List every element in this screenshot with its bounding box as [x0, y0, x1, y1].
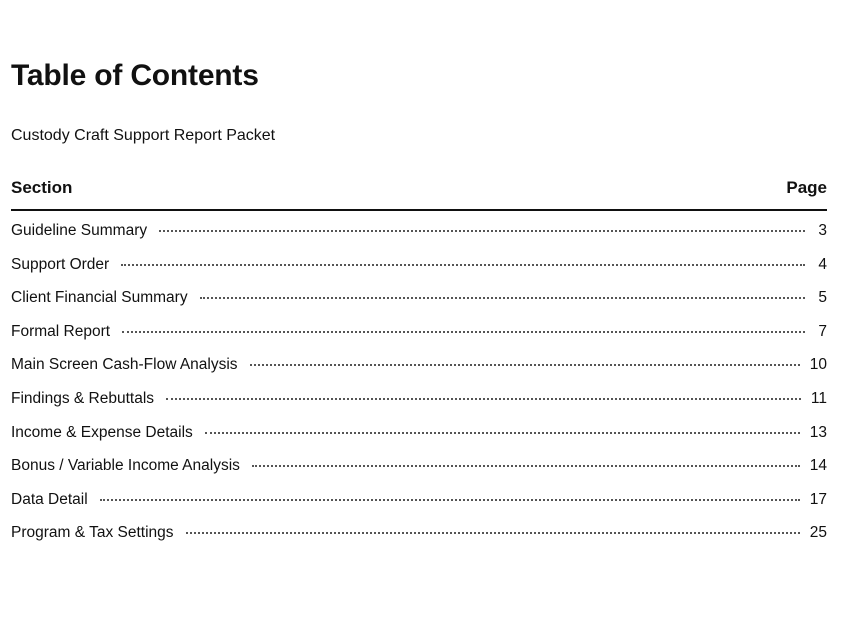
dot-leader	[159, 230, 805, 232]
toc-entry-label: Income & Expense Details	[11, 423, 193, 441]
toc-entry-label: Data Detail	[11, 490, 88, 508]
toc-entry-label: Program & Tax Settings	[11, 524, 174, 542]
toc-entry-page: 11	[810, 389, 827, 407]
toc-list	[11, 222, 827, 558]
dot-leader	[252, 465, 800, 467]
dot-leader	[166, 398, 801, 400]
dot-leader	[186, 532, 800, 534]
page-column-header: Page	[786, 178, 827, 197]
toc-entry-label: Main Screen Cash-Flow Analysis	[11, 356, 238, 374]
toc-entry-page: 25	[809, 524, 827, 542]
toc-entry-page: 10	[809, 356, 827, 374]
page-subtitle: Custody Craft Support Report Packet	[11, 127, 276, 144]
dot-leader	[121, 264, 805, 266]
toc-entry-page: 4	[818, 255, 827, 273]
toc-entry-support-order[interactable]	[11, 256, 827, 290]
toc-entry-formal-report[interactable]	[11, 323, 827, 357]
dot-leader	[122, 331, 805, 333]
toc-entry-label: Client Financial Summary	[11, 289, 188, 307]
toc-entry-bonus-variable-income[interactable]	[11, 457, 827, 491]
toc-entry-page: 3	[818, 222, 827, 239]
toc-entry-label: Findings & Rebuttals	[11, 389, 155, 407]
toc-entry-label: Support Order	[11, 255, 110, 273]
toc-entry-label: Guideline Summary	[11, 222, 148, 239]
toc-entry-cash-flow-analysis[interactable]	[11, 356, 827, 390]
dot-leader	[205, 432, 800, 434]
dot-leader	[250, 364, 800, 366]
toc-entry-findings-rebuttals[interactable]	[11, 390, 827, 424]
toc-entry-label: Bonus / Variable Income Analysis	[11, 457, 240, 475]
toc-entry-client-financial-summary[interactable]	[11, 289, 827, 323]
toc-entry-page: 7	[818, 322, 827, 340]
page-title: Table of Contents	[11, 59, 259, 92]
toc-entry-page: 13	[809, 423, 827, 441]
section-column-header: Section	[11, 178, 73, 197]
toc-entry-page: 17	[809, 490, 827, 508]
toc-entry-income-expense-details[interactable]	[11, 424, 827, 458]
dot-leader	[100, 499, 800, 501]
toc-entry-data-detail[interactable]	[11, 491, 827, 525]
toc-entry-label: Formal Report	[11, 322, 111, 340]
dot-leader	[200, 297, 805, 299]
toc-entry-guideline-summary[interactable]	[11, 222, 827, 256]
toc-entry-page: 5	[818, 289, 827, 307]
toc-entry-program-tax-settings[interactable]	[11, 524, 827, 558]
toc-header	[11, 178, 827, 211]
toc-entry-page: 14	[809, 457, 827, 475]
